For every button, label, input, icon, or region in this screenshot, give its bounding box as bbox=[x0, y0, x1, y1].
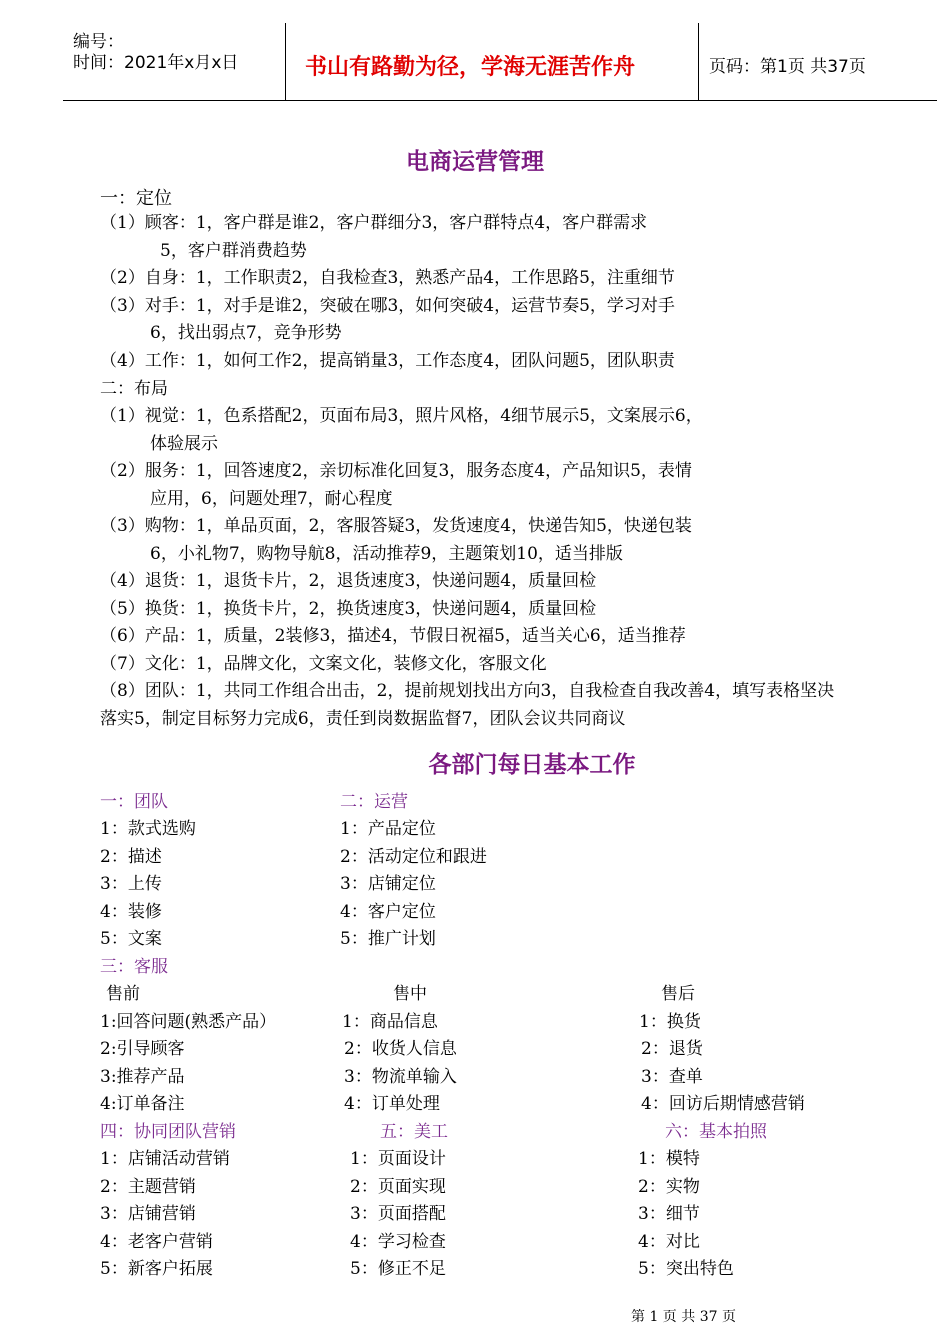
list-item: 3：上传 bbox=[100, 874, 162, 894]
list-item: 1：页面设计 bbox=[350, 1149, 446, 1169]
text-line: （4）退货：1，退货卡片，2，退货速度3，快递问题4，质量回检 bbox=[100, 571, 597, 591]
team-heading: 一：团队 bbox=[100, 792, 168, 812]
photo-heading: 六：基本拍照 bbox=[665, 1122, 767, 1142]
cs-post-label: 售后 bbox=[661, 984, 695, 1004]
list-item: 3:推荐产品 bbox=[100, 1067, 185, 1087]
list-item: 1：商品信息 bbox=[342, 1012, 438, 1032]
page-info: 页码：第1页 共37页 bbox=[709, 57, 866, 77]
text-line: （6）产品：1，质量，2装修3，描述4，节假日祝福5，适当关心6，适当推荐 bbox=[100, 626, 686, 646]
list-item: 4：订单处理 bbox=[344, 1094, 440, 1114]
text-line: （7）文化：1，品牌文化，文案文化，装修文化，客服文化 bbox=[100, 654, 547, 674]
list-item: 3：细节 bbox=[638, 1204, 700, 1224]
text-line: （3）对手：1，对手是谁2，突破在哪3，如何突破4，运营节奏5，学习对手 bbox=[100, 296, 675, 316]
text-line: 6，小礼物7，购物导航8，活动推荐9，主题策划10，适当排版 bbox=[150, 544, 623, 564]
list-item: 5：新客户拓展 bbox=[100, 1259, 213, 1279]
list-item: 1：产品定位 bbox=[340, 819, 436, 839]
list-item: 1：款式选购 bbox=[100, 819, 196, 839]
marketing-heading: 四：协同团队营销 bbox=[100, 1122, 236, 1142]
list-item: 3：店铺定位 bbox=[340, 874, 436, 894]
text-line: （1）顾客：1，客户群是谁2，客户群细分3，客户群特点4，客户群需求 bbox=[100, 213, 648, 233]
list-item: 4：学习检查 bbox=[350, 1232, 446, 1252]
text-line: 6，找出弱点7，竞争形势 bbox=[150, 323, 342, 343]
list-item: 1:回答问题(熟悉产品） bbox=[100, 1012, 277, 1032]
list-item: 2：实物 bbox=[638, 1177, 700, 1197]
list-item: 2：页面实现 bbox=[350, 1177, 446, 1197]
section-heading-positioning: 一：定位 bbox=[100, 188, 172, 209]
list-item: 5：推广计划 bbox=[340, 929, 436, 949]
list-item: 4：客户定位 bbox=[340, 902, 436, 922]
list-item: 3：页面搭配 bbox=[350, 1204, 446, 1224]
list-item: 4：对比 bbox=[638, 1232, 700, 1252]
cs-pre-label: 售前 bbox=[106, 984, 140, 1004]
text-line: 体验展示 bbox=[150, 434, 218, 454]
list-item: 3：店铺营销 bbox=[100, 1204, 196, 1224]
ops-heading: 二：运营 bbox=[340, 792, 408, 812]
list-item: 1：换货 bbox=[639, 1012, 701, 1032]
text-line: （1）视觉：1，色系搭配2，页面布局3，照片风格，4细节展示5，文案展示6， bbox=[100, 406, 703, 426]
text-line: （3）购物：1，单品页面，2，客服答疑3，发货速度4，快递告知5，快递包装 bbox=[100, 516, 692, 536]
text-line: （8）团队：1，共同工作组合出击，2，提前规划找出方向3，自我检查自我改善4，填写表格坚决 bbox=[100, 681, 835, 701]
text-line: （5）换货：1，换货卡片，2，换货速度3，快递问题4，质量回检 bbox=[100, 599, 597, 619]
list-item: 1：模特 bbox=[638, 1149, 700, 1169]
text-line: （2）自身：1，工作职责2，自我检查3，熟悉产品4，工作思路5，注重细节 bbox=[100, 268, 675, 288]
text-line: （2）服务：1，回答速度2，亲切标准化回复3，服务态度4，产品知识5，表情 bbox=[100, 461, 692, 481]
list-item: 3：物流单输入 bbox=[344, 1067, 457, 1087]
header-table bbox=[63, 23, 937, 101]
list-item: 5：突出特色 bbox=[638, 1259, 734, 1279]
list-item: 4：装修 bbox=[100, 902, 162, 922]
page-footer: 第 1 页 共 37 页 bbox=[631, 1309, 736, 1325]
text-line: 落实5，制定目标努力完成6，责任到岗数据监督7，团队会议共同商议 bbox=[100, 709, 626, 729]
list-item: 3：查单 bbox=[641, 1067, 703, 1087]
text-line: （4）工作：1，如何工作2，提高销量3，工作态度4，团队问题5，团队职责 bbox=[100, 351, 675, 371]
time-label: 时间：2021年x月x日 bbox=[73, 53, 239, 73]
section-heading-layout: 二：布局 bbox=[100, 379, 168, 399]
list-item: 4:订单备注 bbox=[100, 1094, 185, 1114]
header-divider bbox=[285, 23, 286, 100]
text-line: 应用，6，问题处理7，耐心程度 bbox=[150, 489, 393, 509]
list-item: 5：文案 bbox=[100, 929, 162, 949]
cs-mid-label: 售中 bbox=[393, 984, 427, 1004]
list-item: 2：描述 bbox=[100, 847, 162, 867]
list-item: 2：退货 bbox=[641, 1039, 703, 1059]
list-item: 5：修正不足 bbox=[350, 1259, 446, 1279]
list-item: 2：活动定位和跟进 bbox=[340, 847, 487, 867]
list-item: 1：店铺活动营销 bbox=[100, 1149, 230, 1169]
number-label: 编号： bbox=[73, 32, 124, 52]
cs-heading: 三：客服 bbox=[100, 957, 168, 977]
list-item: 4：回访后期情感营销 bbox=[641, 1094, 805, 1114]
design-heading: 五：美工 bbox=[380, 1122, 448, 1142]
header-divider bbox=[698, 23, 699, 100]
list-item: 4：老客户营销 bbox=[100, 1232, 213, 1252]
list-item: 2：主题营销 bbox=[100, 1177, 196, 1197]
list-item: 2：收货人信息 bbox=[344, 1039, 457, 1059]
text-line: 5，客户群消费趋势 bbox=[160, 241, 307, 261]
section-title-daily-work: 各部门每日基本工作 bbox=[428, 752, 636, 778]
page-title: 电商运营管理 bbox=[406, 149, 544, 175]
motto: 书山有路勤为径，学海无涯苦作舟 bbox=[305, 55, 636, 80]
list-item: 2:引导顾客 bbox=[100, 1039, 185, 1059]
